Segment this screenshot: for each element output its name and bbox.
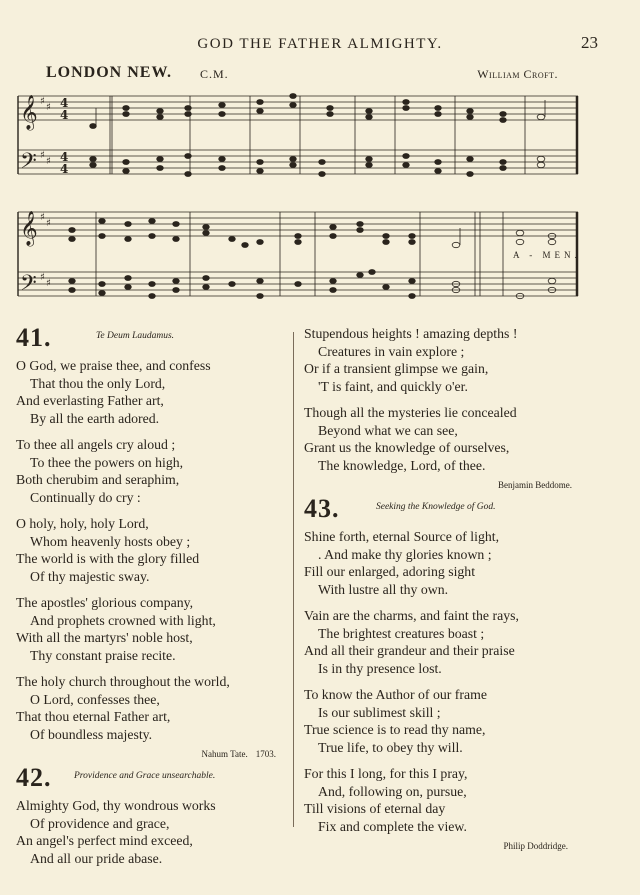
verse-line: And all their grandeur and their praise [304, 643, 515, 658]
svg-text:♯: ♯ [46, 156, 51, 167]
verse-line: Though all the mysteries lie concealed [304, 405, 517, 420]
svg-text:♯: ♯ [46, 218, 51, 229]
svg-text:𝄞: 𝄞 [20, 211, 38, 246]
verse-line: Till visions of eternal day [304, 801, 446, 816]
verse-line: O holy, holy, holy Lord, [16, 516, 149, 531]
svg-text:♯: ♯ [40, 96, 45, 107]
hymn-41-stanza-5 [16, 673, 276, 743]
hymn-43-stanza-4 [304, 765, 594, 835]
verse-line: Shine forth, eternal Source of light, [304, 529, 500, 544]
verse-line: Or if a transient glimpse we gain, [304, 361, 489, 376]
verse-line: Of boundless majesty. [30, 726, 153, 742]
verse-line: O God, we praise thee, and confess [16, 358, 211, 373]
verse-line: Vain are the charms, and faint the rays, [304, 608, 519, 623]
svg-text:4: 4 [60, 162, 69, 176]
verse-line: And prophets crowned with light, [30, 612, 216, 628]
tune-composer: William Croft. [477, 67, 558, 81]
amen-label: A - MEN. [513, 250, 581, 260]
hymn-41-stanza-1 [16, 357, 276, 427]
verse-line: For this I long, for this I pray, [304, 766, 468, 781]
verse-line: The knowledge, Lord, of thee. [318, 457, 486, 473]
hymn-43-title: Seeking the Knowledge of God. [376, 502, 496, 512]
author-year: 1703. [255, 749, 276, 759]
verse-line: 'T is faint, and quickly o'er. [318, 378, 468, 394]
verse-line: And all our pride abase. [30, 850, 163, 866]
hymn-41-stanza-4 [16, 594, 276, 664]
tune-name: LONDON NEW. [46, 64, 172, 81]
verse-line: That thou eternal Father art, [16, 709, 171, 724]
hymn-42-author: Benjamin Beddome. [498, 480, 572, 490]
column-divider [293, 332, 294, 827]
svg-text:4: 4 [60, 108, 69, 122]
verse-line: Whom heavenly hosts obey ; [30, 533, 191, 549]
svg-text:♯: ♯ [40, 212, 45, 223]
verse-line: Stupendous heights ! amazing depths ! [304, 326, 518, 341]
verse-line: True science is to read thy name, [304, 722, 486, 737]
svg-text:𝄢: 𝄢 [20, 149, 37, 179]
verse-line: O Lord, confesses thee, [30, 691, 160, 707]
left-column [16, 325, 276, 876]
verse-line: Beyond what we can see, [318, 422, 458, 438]
verse-line: The holy church throughout the world, [16, 674, 230, 689]
hymn-43-stanza-3 [304, 686, 594, 756]
svg-text:♯: ♯ [40, 150, 45, 161]
hymn-41-stanza-2 [16, 436, 276, 506]
hymn-43-heading [304, 496, 594, 528]
verse-line: Of thy majestic sway. [30, 568, 150, 584]
verse-line: Is our sublimest skill ; [318, 704, 441, 720]
hymn-43-number: 43. [304, 494, 340, 523]
verse-line: The apostles' glorious company, [16, 595, 194, 610]
verse-line: To thee the powers on high, [30, 454, 184, 470]
hymn-43-stanza-2 [304, 607, 594, 677]
svg-text:𝄢: 𝄢 [20, 271, 37, 301]
verse-line: Is in thy presence lost. [318, 660, 442, 676]
verse-line: Both cherubim and seraphim, [16, 472, 180, 487]
score-notation [0, 80, 640, 310]
verse-line: Thy constant praise recite. [30, 647, 176, 663]
verse-line: Fix and complete the view. [318, 818, 467, 834]
svg-text:♯: ♯ [46, 278, 51, 289]
hymn-42-stanza-3 [304, 404, 594, 474]
author-name: Nahum Tate. [201, 749, 248, 759]
verse-line: That thou the only Lord, [30, 375, 166, 391]
running-head: GOD THE FATHER ALMIGHTY. [197, 36, 443, 52]
verse-line: Continually do cry : [30, 489, 141, 505]
svg-text:4: 4 [60, 150, 69, 164]
verse-line: With lustre all thy own. [318, 581, 449, 597]
hymn-41-title: Te Deum Laudamus. [96, 331, 175, 341]
hymn-43-stanza-1 [304, 528, 594, 598]
right-column [304, 325, 594, 857]
verse-line: By all the earth adored. [30, 410, 160, 426]
verse-line: True life, to obey thy will. [318, 739, 463, 755]
hymn-42-title: Providence and Grace unsearchable. [74, 771, 216, 781]
verse-line: And everlasting Father art, [16, 393, 164, 408]
verse-line: An angel's perfect mind exceed, [16, 833, 193, 848]
verse-line: Fill our enlarged, adoring sight [304, 564, 476, 579]
hymn-41-stanza-3 [16, 515, 276, 585]
verse-line: . And make thy glories known ; [318, 546, 492, 562]
svg-text:♯: ♯ [40, 272, 45, 283]
verse-line: To thee all angels cry aloud ; [16, 437, 176, 452]
tune-meter: C.M. [200, 67, 229, 81]
verse-line: With all the martyrs' noble host, [16, 630, 193, 645]
verse-line: The brightest creatures boast ; [318, 625, 485, 641]
verse-line: Of providence and grace, [30, 815, 170, 831]
hymn-41-heading [16, 325, 276, 357]
hymn-41-number: 41. [16, 323, 52, 352]
hymn-42-stanza-2 [304, 325, 594, 395]
hymn-42-stanza-1 [16, 797, 276, 867]
svg-text:4: 4 [60, 96, 69, 110]
svg-text:𝄞: 𝄞 [20, 95, 38, 130]
page-number: 23 [581, 33, 598, 52]
svg-text:♯: ♯ [46, 102, 51, 113]
verse-line: Creatures in vain explore ; [318, 343, 465, 359]
verse-line: To know the Author of our frame [304, 687, 487, 702]
hymn-42-number: 42. [16, 763, 52, 792]
verse-line: Almighty God, thy wondrous works [16, 798, 216, 813]
verse-line: And, following on, pursue, [318, 783, 467, 799]
music-score [0, 80, 640, 310]
hymn-43-author: Philip Doddridge. [503, 841, 568, 851]
hymn-42-heading [16, 765, 276, 797]
hymn-41-author [16, 749, 276, 759]
verse-line: The world is with the glory filled [16, 551, 200, 566]
verse-line: Grant us the knowledge of ourselves, [304, 440, 510, 455]
